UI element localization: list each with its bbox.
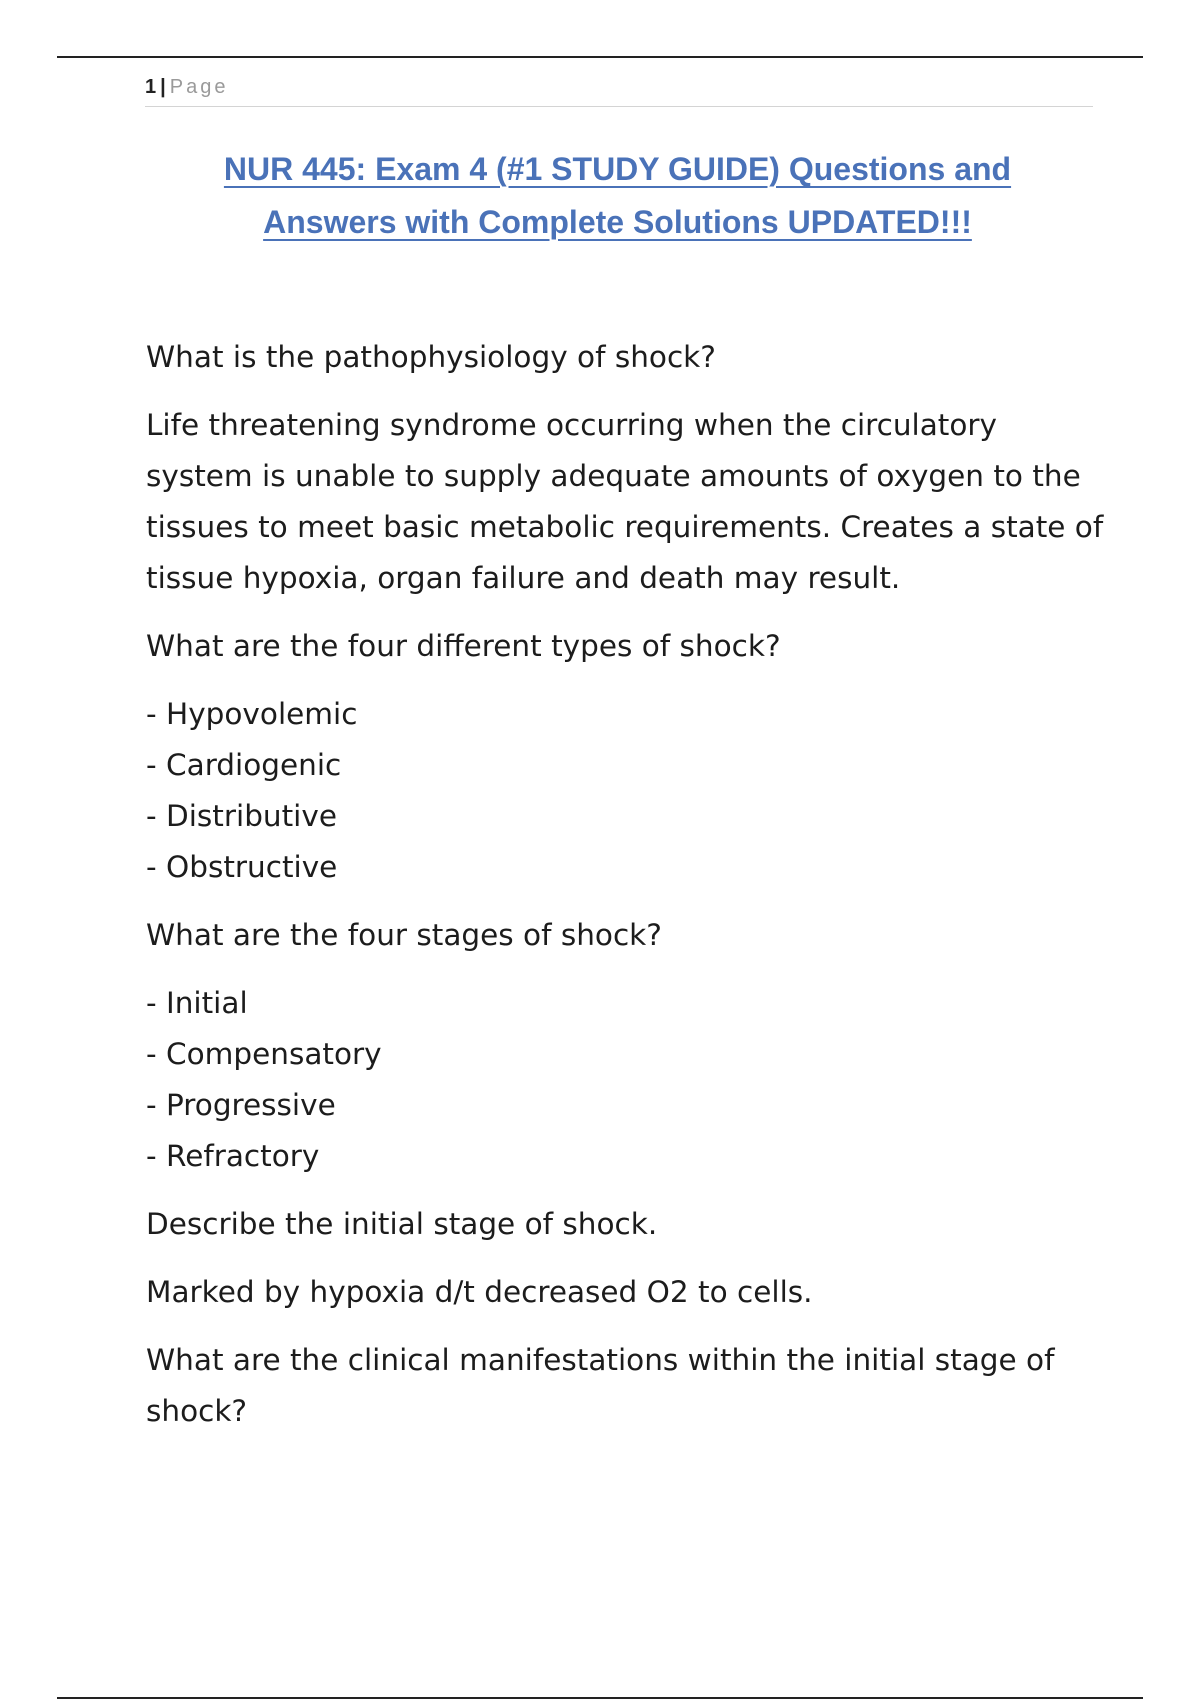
question-initial-stage: Describe the initial stage of shock. (146, 1207, 658, 1241)
question-clinical-manifestations: What are the clinical manifestations within the initial stage of shock? (146, 1343, 1055, 1428)
list-item: - Cardiogenic (146, 748, 342, 782)
stages-list (146, 978, 1106, 1182)
answer-pathophysiology: Life threatening syndrome occurring when the circulatory system is unable to supply adequate amounts of oxygen to the tissues to meet basic metabolic requirements. Creates a state of tissue hypoxia, organ failure and death may result. (146, 408, 1104, 595)
types-list (146, 689, 1106, 893)
list-item: - Obstructive (146, 850, 338, 884)
page-separator: | (160, 76, 166, 98)
document-body (146, 332, 1106, 1454)
question-stages: What are the four stages of shock? (146, 918, 662, 952)
page-header (145, 72, 1093, 107)
document-title (120, 143, 1115, 249)
list-item: - Hypovolemic (146, 697, 358, 731)
list-item: - Compensatory (146, 1037, 382, 1071)
list-item: - Distributive (146, 799, 337, 833)
bottom-rule (57, 1697, 1143, 1699)
answer-initial-stage: Marked by hypoxia d/t decreased O2 to cells. (146, 1275, 813, 1309)
list-item: - Initial (146, 986, 248, 1020)
question-types: What are the four different types of shock? (146, 629, 781, 663)
title-line-1: NUR 445: Exam 4 (#1 STUDY GUIDE) Questions and (223, 151, 1012, 187)
title-line-2: Answers with Complete Solutions UPDATED!!! (263, 204, 972, 240)
list-item: - Progressive (146, 1088, 336, 1122)
question-pathophysiology: What is the pathophysiology of shock? (146, 340, 716, 374)
list-item: - Refractory (146, 1139, 320, 1173)
page-number: 1 (145, 76, 157, 98)
top-rule (57, 56, 1143, 58)
page-label: Page (169, 76, 229, 98)
